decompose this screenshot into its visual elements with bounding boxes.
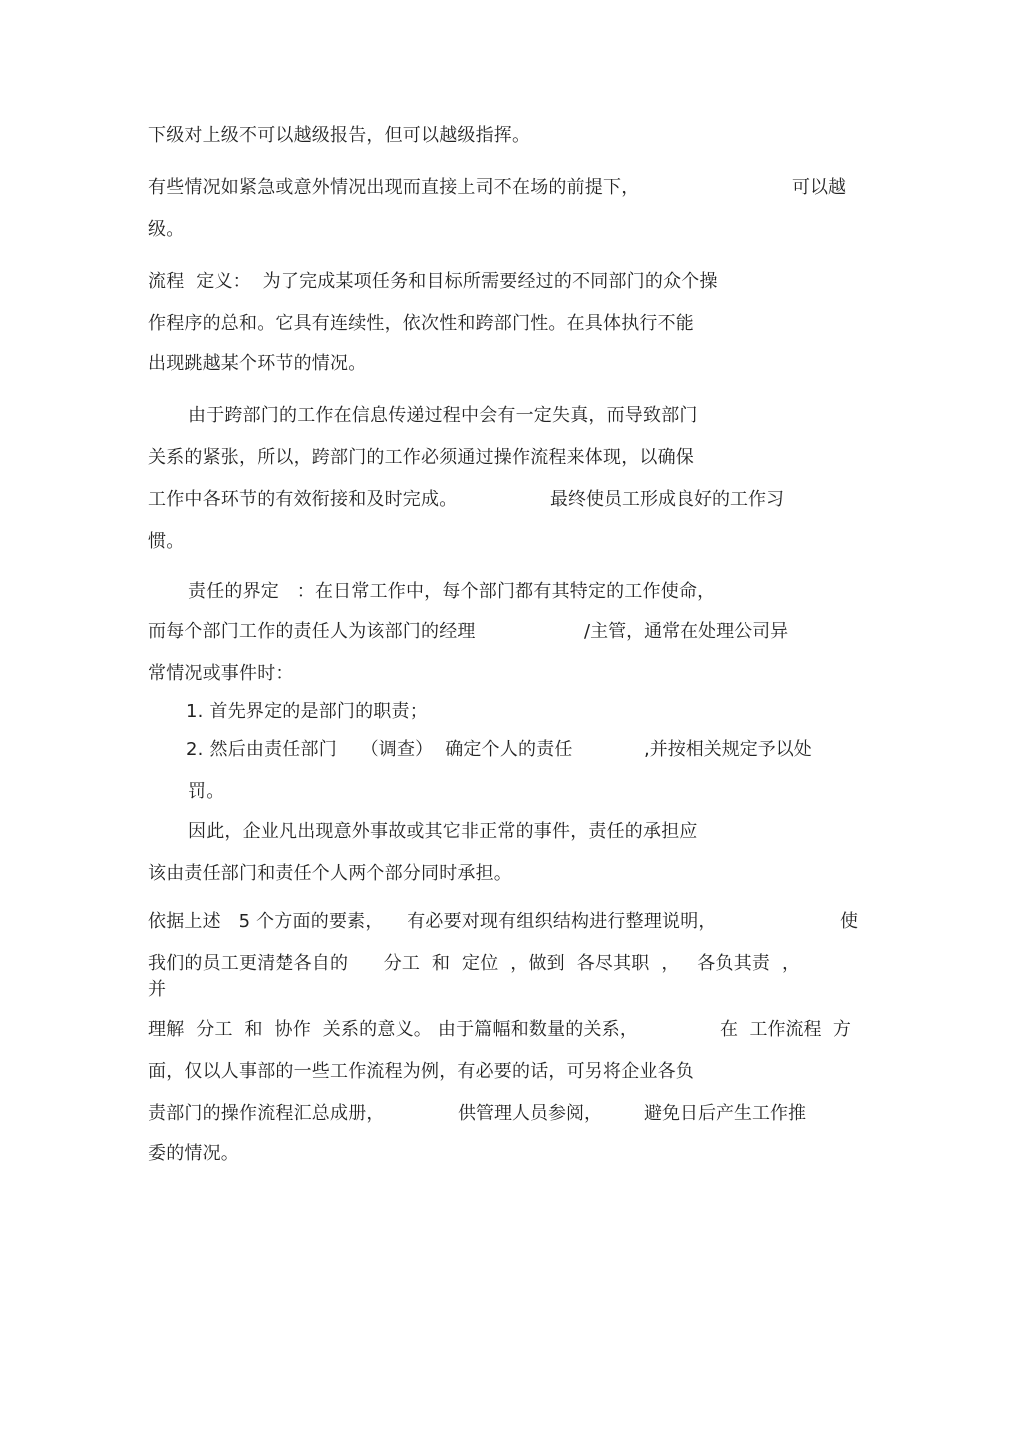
paragraph-line-fragment: 可以越 <box>792 177 846 198</box>
paragraph-line: 该由责任部门和责任个人两个部分同时承担。 <box>148 863 512 884</box>
paragraph-line: 因此，企业凡出现意外事故或其它非正常的事件，责任的承担应 <box>188 821 698 842</box>
paragraph-line: 责部门的操作流程汇总成册， <box>148 1103 385 1124</box>
paragraph-line: 依据上述 5 个方面的要素， 有必要对现有组织结构进行整理说明， <box>148 911 717 932</box>
paragraph-line: 下级对上级不可以越级报告，但可以越级指挥。 <box>148 125 531 146</box>
paragraph-line-fragment: /主管，通常在处理公司异 <box>584 621 789 642</box>
paragraph-line: 由于跨部门的工作在信息传递过程中会有一定失真，而导致部门 <box>188 405 698 426</box>
list-item-fragment: ,并按相关规定予以处 <box>644 739 812 760</box>
paragraph-line-fragment: 避免日后产生工作推 <box>644 1103 806 1124</box>
paragraph-line-fragment: 在 工作流程 方 <box>720 1019 851 1040</box>
paragraph-line: 面，仅以人事部的一些工作流程为例，有必要的话，可另将企业各负 <box>148 1061 694 1082</box>
section-line: 责任的界定 ：在日常工作中，每个部门都有其特定的工作使命， <box>188 581 716 602</box>
paragraph-line: 作程序的总和。它具有连续性，依次性和跨部门性。在具体执行不能 <box>148 313 694 334</box>
list-item-continuation: 罚。 <box>188 781 225 802</box>
paragraph-line: 常情况或事件时： <box>148 663 294 684</box>
paragraph-line: 理解 分工 和 协作 关系的意义。 由于篇幅和数量的关系， <box>148 1019 639 1040</box>
paragraph-line: 惯。 <box>148 531 185 552</box>
paragraph-line-fragment: 供管理人员参阅， <box>458 1103 602 1124</box>
paragraph-line: 有些情况如紧急或意外情况出现而直接上司不在场的前提下， <box>148 177 640 198</box>
paragraph-line-fragment: 最终使员工形成良好的工作习 <box>550 489 784 510</box>
paragraph-line: 关系的紧张，所以，跨部门的工作必须通过操作流程来体现，以确保 <box>148 447 694 468</box>
paragraph-line: 而每个部门工作的责任人为该部门的经理 <box>148 621 476 642</box>
paragraph-line: 级。 <box>148 219 185 240</box>
paragraph-line-fragment: 使 <box>840 911 858 932</box>
list-item: 1. 首先界定的是部门的职责； <box>186 701 428 722</box>
list-item: 2. 然后由责任部门 （调查） 确定个人的责任 <box>186 739 573 760</box>
section-line: 流程 定义： 为了完成某项任务和目标所需要经过的不同部门的众个操 <box>148 271 718 292</box>
paragraph-line: 委的情况。 <box>148 1143 239 1164</box>
paragraph-line: 工作中各环节的有效衔接和及时完成。 <box>148 489 458 510</box>
paragraph-line: 并 <box>148 979 167 1000</box>
paragraph-line: 出现跳越某个环节的情况。 <box>148 353 367 374</box>
paragraph-line: 我们的员工更清楚各自的 分工 和 定位 ，做到 各尽其职 ， 各负其责 ， <box>148 953 801 974</box>
